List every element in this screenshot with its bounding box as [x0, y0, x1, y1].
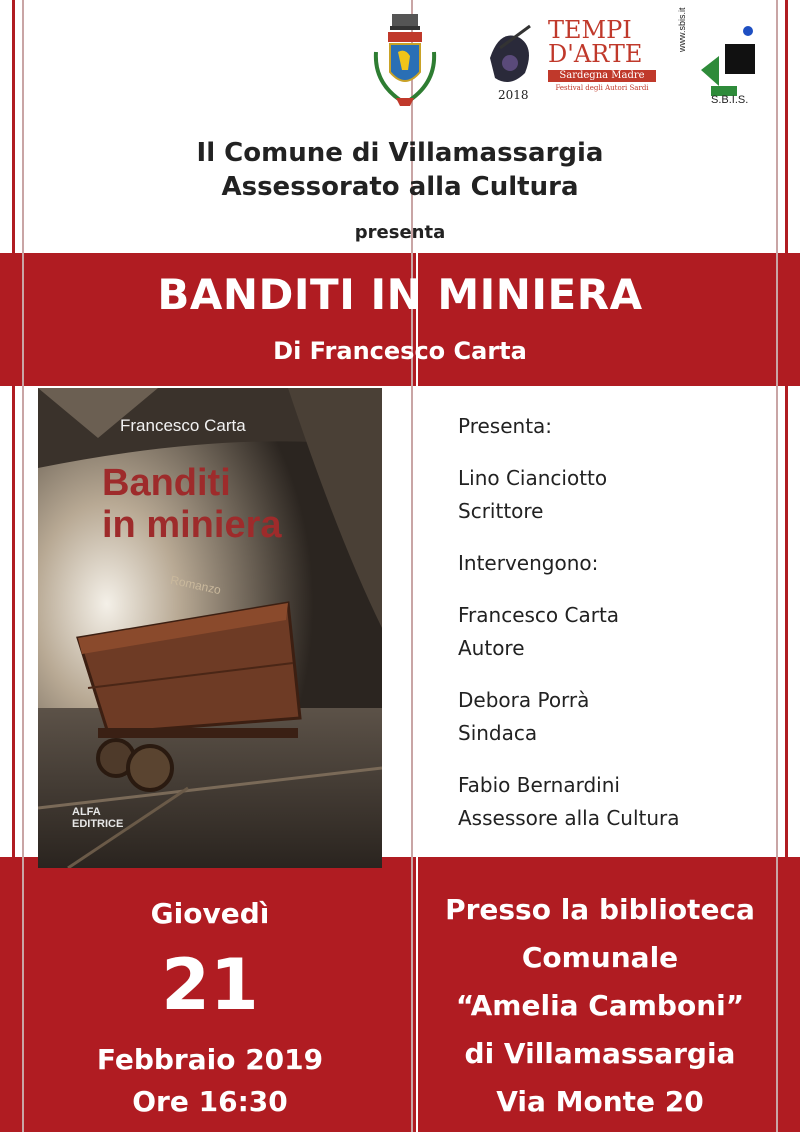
- speaker-item: [458, 599, 778, 665]
- cover-title-line1: Banditi: [102, 462, 231, 504]
- presenter-name: Lino Cianciotto: [458, 466, 608, 490]
- event-title: BANDITI IN MINIERA: [157, 270, 643, 319]
- speaker-item: [458, 769, 778, 835]
- cover-title-line2: in miniera: [102, 504, 282, 546]
- speaker-role: Autore: [458, 636, 525, 660]
- event-date: [38, 857, 382, 1132]
- speaker-role: Sindaca: [458, 721, 538, 745]
- mine-cart-illustration: [38, 388, 382, 868]
- venue-line-5: Via Monte 20: [496, 1085, 704, 1118]
- speaker-name: Debora Porrà: [458, 688, 590, 712]
- event-author: Di Francesco Carta: [273, 337, 527, 365]
- venue-line-3: “Amelia Camboni”: [455, 989, 745, 1022]
- sbis-logo: [677, 7, 765, 107]
- event-day: Giovedì: [150, 897, 270, 930]
- tempi-line1: TEMPI: [548, 16, 632, 44]
- event-month-year: Febbraio 2019: [96, 1043, 324, 1076]
- tempi-darte-logo: [480, 18, 660, 108]
- speaker-name: Fabio Bernardini: [458, 773, 620, 797]
- sbis-name: S.B.I.S.: [711, 94, 749, 106]
- border-line-left-inner: [22, 0, 24, 1132]
- venue-line-1: Presso la biblioteca: [445, 893, 755, 926]
- intervengono-heading: Intervengono:: [458, 551, 599, 575]
- speaker-role: Assessore alla Cultura: [458, 806, 680, 830]
- tempi-sub1: Sardegna Madre: [548, 70, 656, 82]
- cover-publisher-line1: ALFA: [72, 806, 101, 818]
- sbis-dot-icon: [743, 26, 753, 36]
- organizer-line-1: Il Comune di Villamassargia: [196, 138, 604, 168]
- venue-line-4: di Villamassargia: [464, 1037, 736, 1070]
- presenta-heading: Presenta:: [458, 414, 553, 438]
- presenter: [458, 462, 778, 528]
- cover-publisher-line2: EDITRICE: [72, 818, 124, 830]
- cover-author: Francesco Carta: [120, 416, 246, 435]
- speaker-item: [458, 684, 778, 750]
- event-time: Ore 16:30: [132, 1085, 288, 1118]
- center-divider-left: [411, 0, 413, 1132]
- event-day-number: 21: [161, 944, 259, 1026]
- presenta-label: presenta: [354, 222, 446, 243]
- border-line-right-outer: [785, 0, 788, 1132]
- speaker-name: Francesco Carta: [458, 603, 620, 627]
- sbis-url: www.sbis.it: [677, 7, 687, 52]
- cover-publisher: [72, 806, 123, 830]
- cover-genre: Romanzo: [169, 572, 223, 598]
- cover-title: [102, 462, 282, 546]
- tempi-line2: D'ARTE: [548, 40, 643, 68]
- town-crest-icon: [370, 12, 440, 112]
- tempi-year: 2018: [498, 88, 529, 102]
- tempi-emblem-icon: [480, 18, 540, 98]
- venue-line-2: Comunale: [521, 941, 679, 974]
- speakers-list: [458, 410, 778, 854]
- sbis-emblem-icon: [697, 36, 759, 98]
- border-line-left-outer: [12, 0, 15, 1132]
- tempi-sub2: Festival degli Autori Sardi: [555, 84, 649, 92]
- organizer-line-2: Assessorato alla Cultura: [221, 172, 579, 202]
- book-cover-image: [38, 388, 382, 868]
- event-venue: [415, 857, 785, 1132]
- presenter-role: Scrittore: [458, 499, 544, 523]
